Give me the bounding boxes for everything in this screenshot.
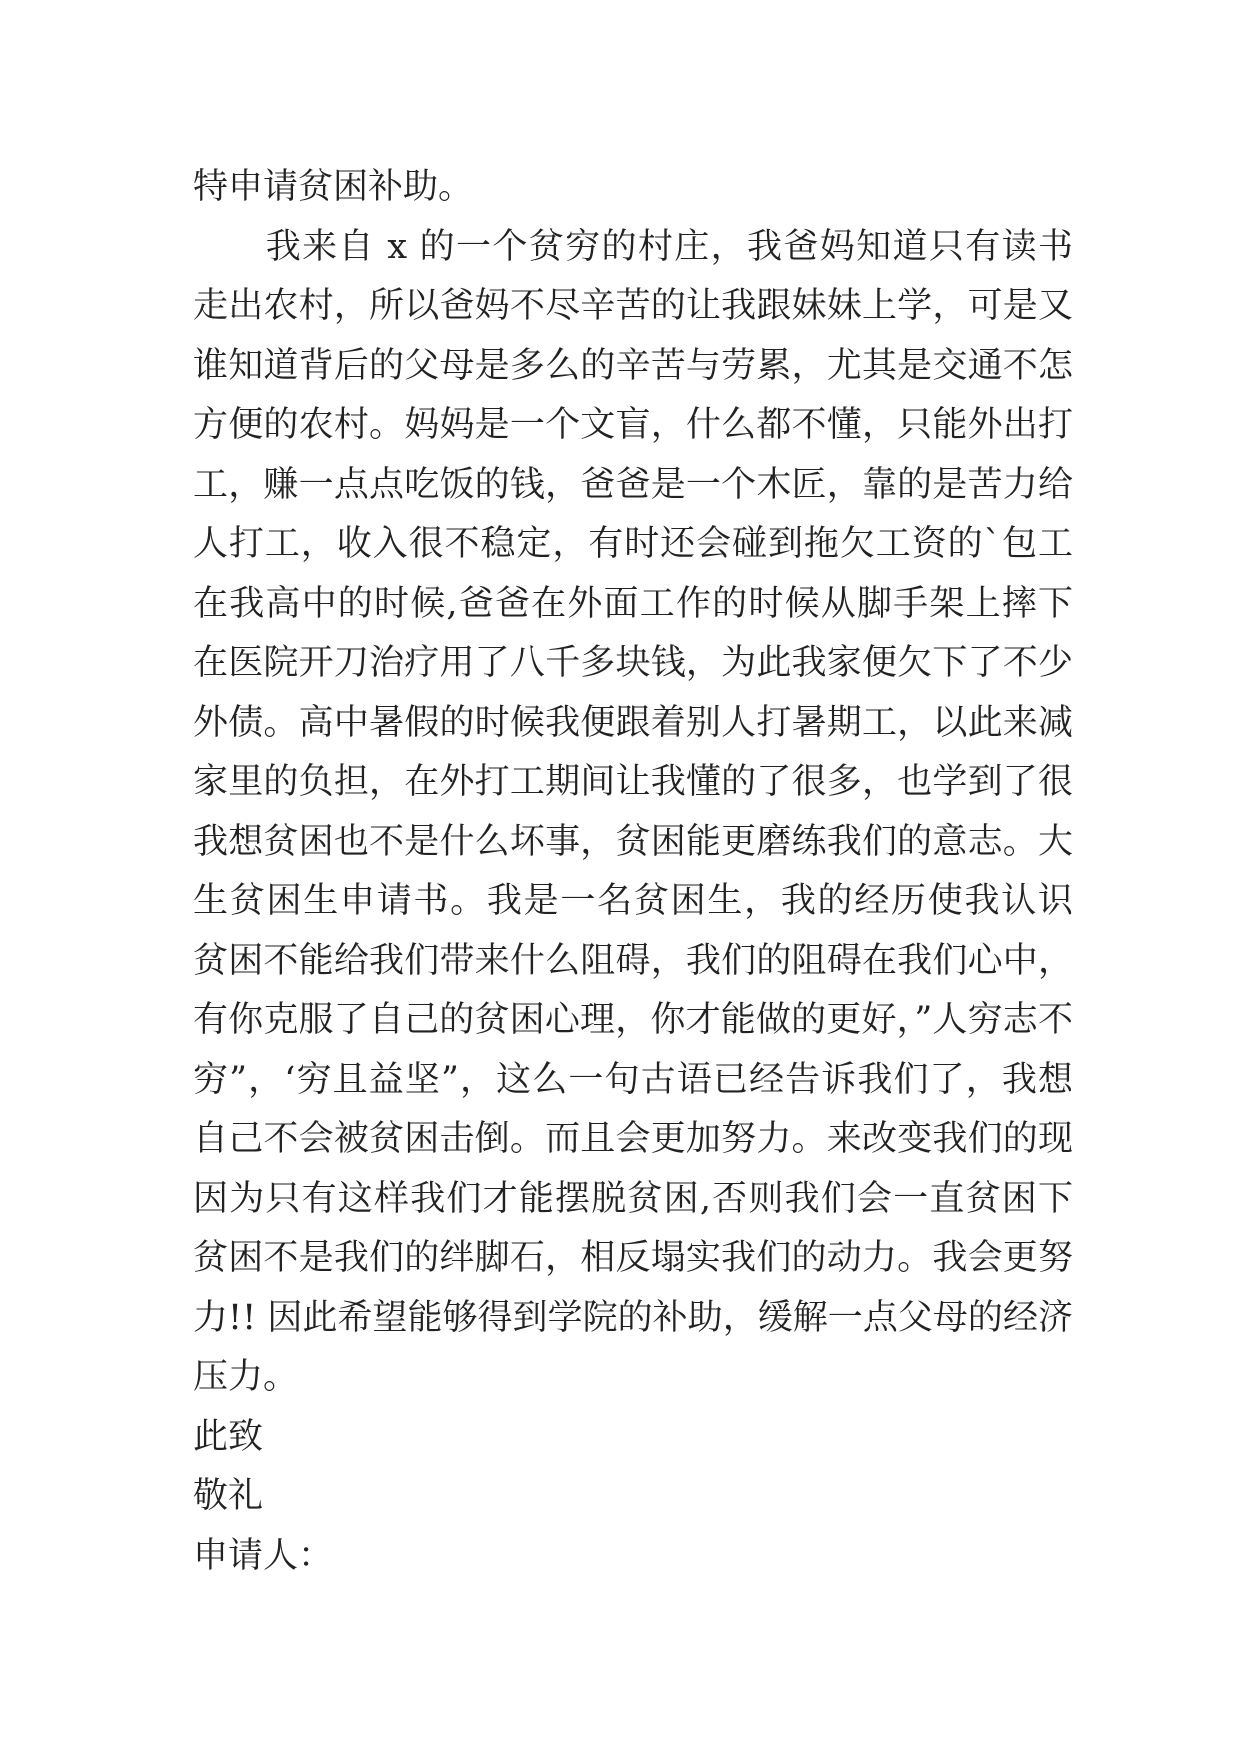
- text-line: 压力。: [193, 1357, 299, 1397]
- text-line: 工，赚一点点吃饭的钱，爸爸是一个木匠，靠的是苦力给: [193, 464, 1073, 505]
- text-line: 自己不会被贫困击倒。而且会更加努力。来改变我们的现: [193, 1119, 1073, 1159]
- text-line: 外债。高中暑假的时候我便跟着别人打暑期工，以此来减: [193, 702, 1073, 743]
- applicant-line: 申请人：: [193, 1535, 334, 1576]
- text-line: 家里的负担，在外打工期间让我懂的了很多，也学到了很: [193, 762, 1073, 802]
- text-line: 谁知道背后的父母是多么的辛苦与劳累，尤其是交通不怎: [193, 345, 1073, 386]
- letter-body: [193, 158, 1073, 1586]
- text-line: 力!! 因此希望能够得到学院的补助，缓解一点父母的经济: [193, 1297, 1073, 1338]
- salutation-line: 敬礼: [193, 1476, 264, 1516]
- closing-line: 此致: [193, 1416, 264, 1457]
- text-line: 穷”，‘穷且益坚”，这么一句古语已经告诉我们了，我想: [193, 1059, 1073, 1100]
- text-line: 我来自 x 的一个贫穷的村庄，我爸妈知道只有读书: [265, 226, 1073, 267]
- text-line: 走出农村，所以爸妈不尽辛苦的让我跟妹妹上学，可是又: [193, 286, 1073, 326]
- text-line: 生贫困生申请书。我是一名贫困生，我的经历使我认识: [193, 881, 1073, 921]
- text-line: 因为只有这样我们才能摆脱贫困,否则我们会一直贫困下: [193, 1178, 1073, 1219]
- text-line: 我想贫困也不是什么坏事，贫困能更磨练我们的意志。大: [193, 821, 1073, 862]
- text-line: 贫困不是我们的绊脚石，相反塌实我们的动力。我会更努: [193, 1238, 1073, 1278]
- text-line: 方便的农村。妈妈是一个文盲，什么都不懂，只能外出打: [193, 405, 1073, 445]
- text-line: 在我高中的时候,爸爸在外面工作的时候从脚手架上摔下: [193, 583, 1073, 624]
- text-line: 贫困不能给我们带来什么阻碍，我们的阻碍在我们心中，: [193, 940, 1073, 981]
- text-line: 在医院开刀治疗用了八千多块钱，为此我家便欠下了不少: [193, 643, 1073, 683]
- text-line: 特申请贫困补助。: [193, 167, 474, 207]
- text-line: 有你克服了自己的贫困心理，你才能做的更好，”人穷志不: [193, 1000, 1073, 1040]
- text-line: 人打工，收入很不稳定，有时还会碰到拖欠工资的`包工: [193, 524, 1073, 564]
